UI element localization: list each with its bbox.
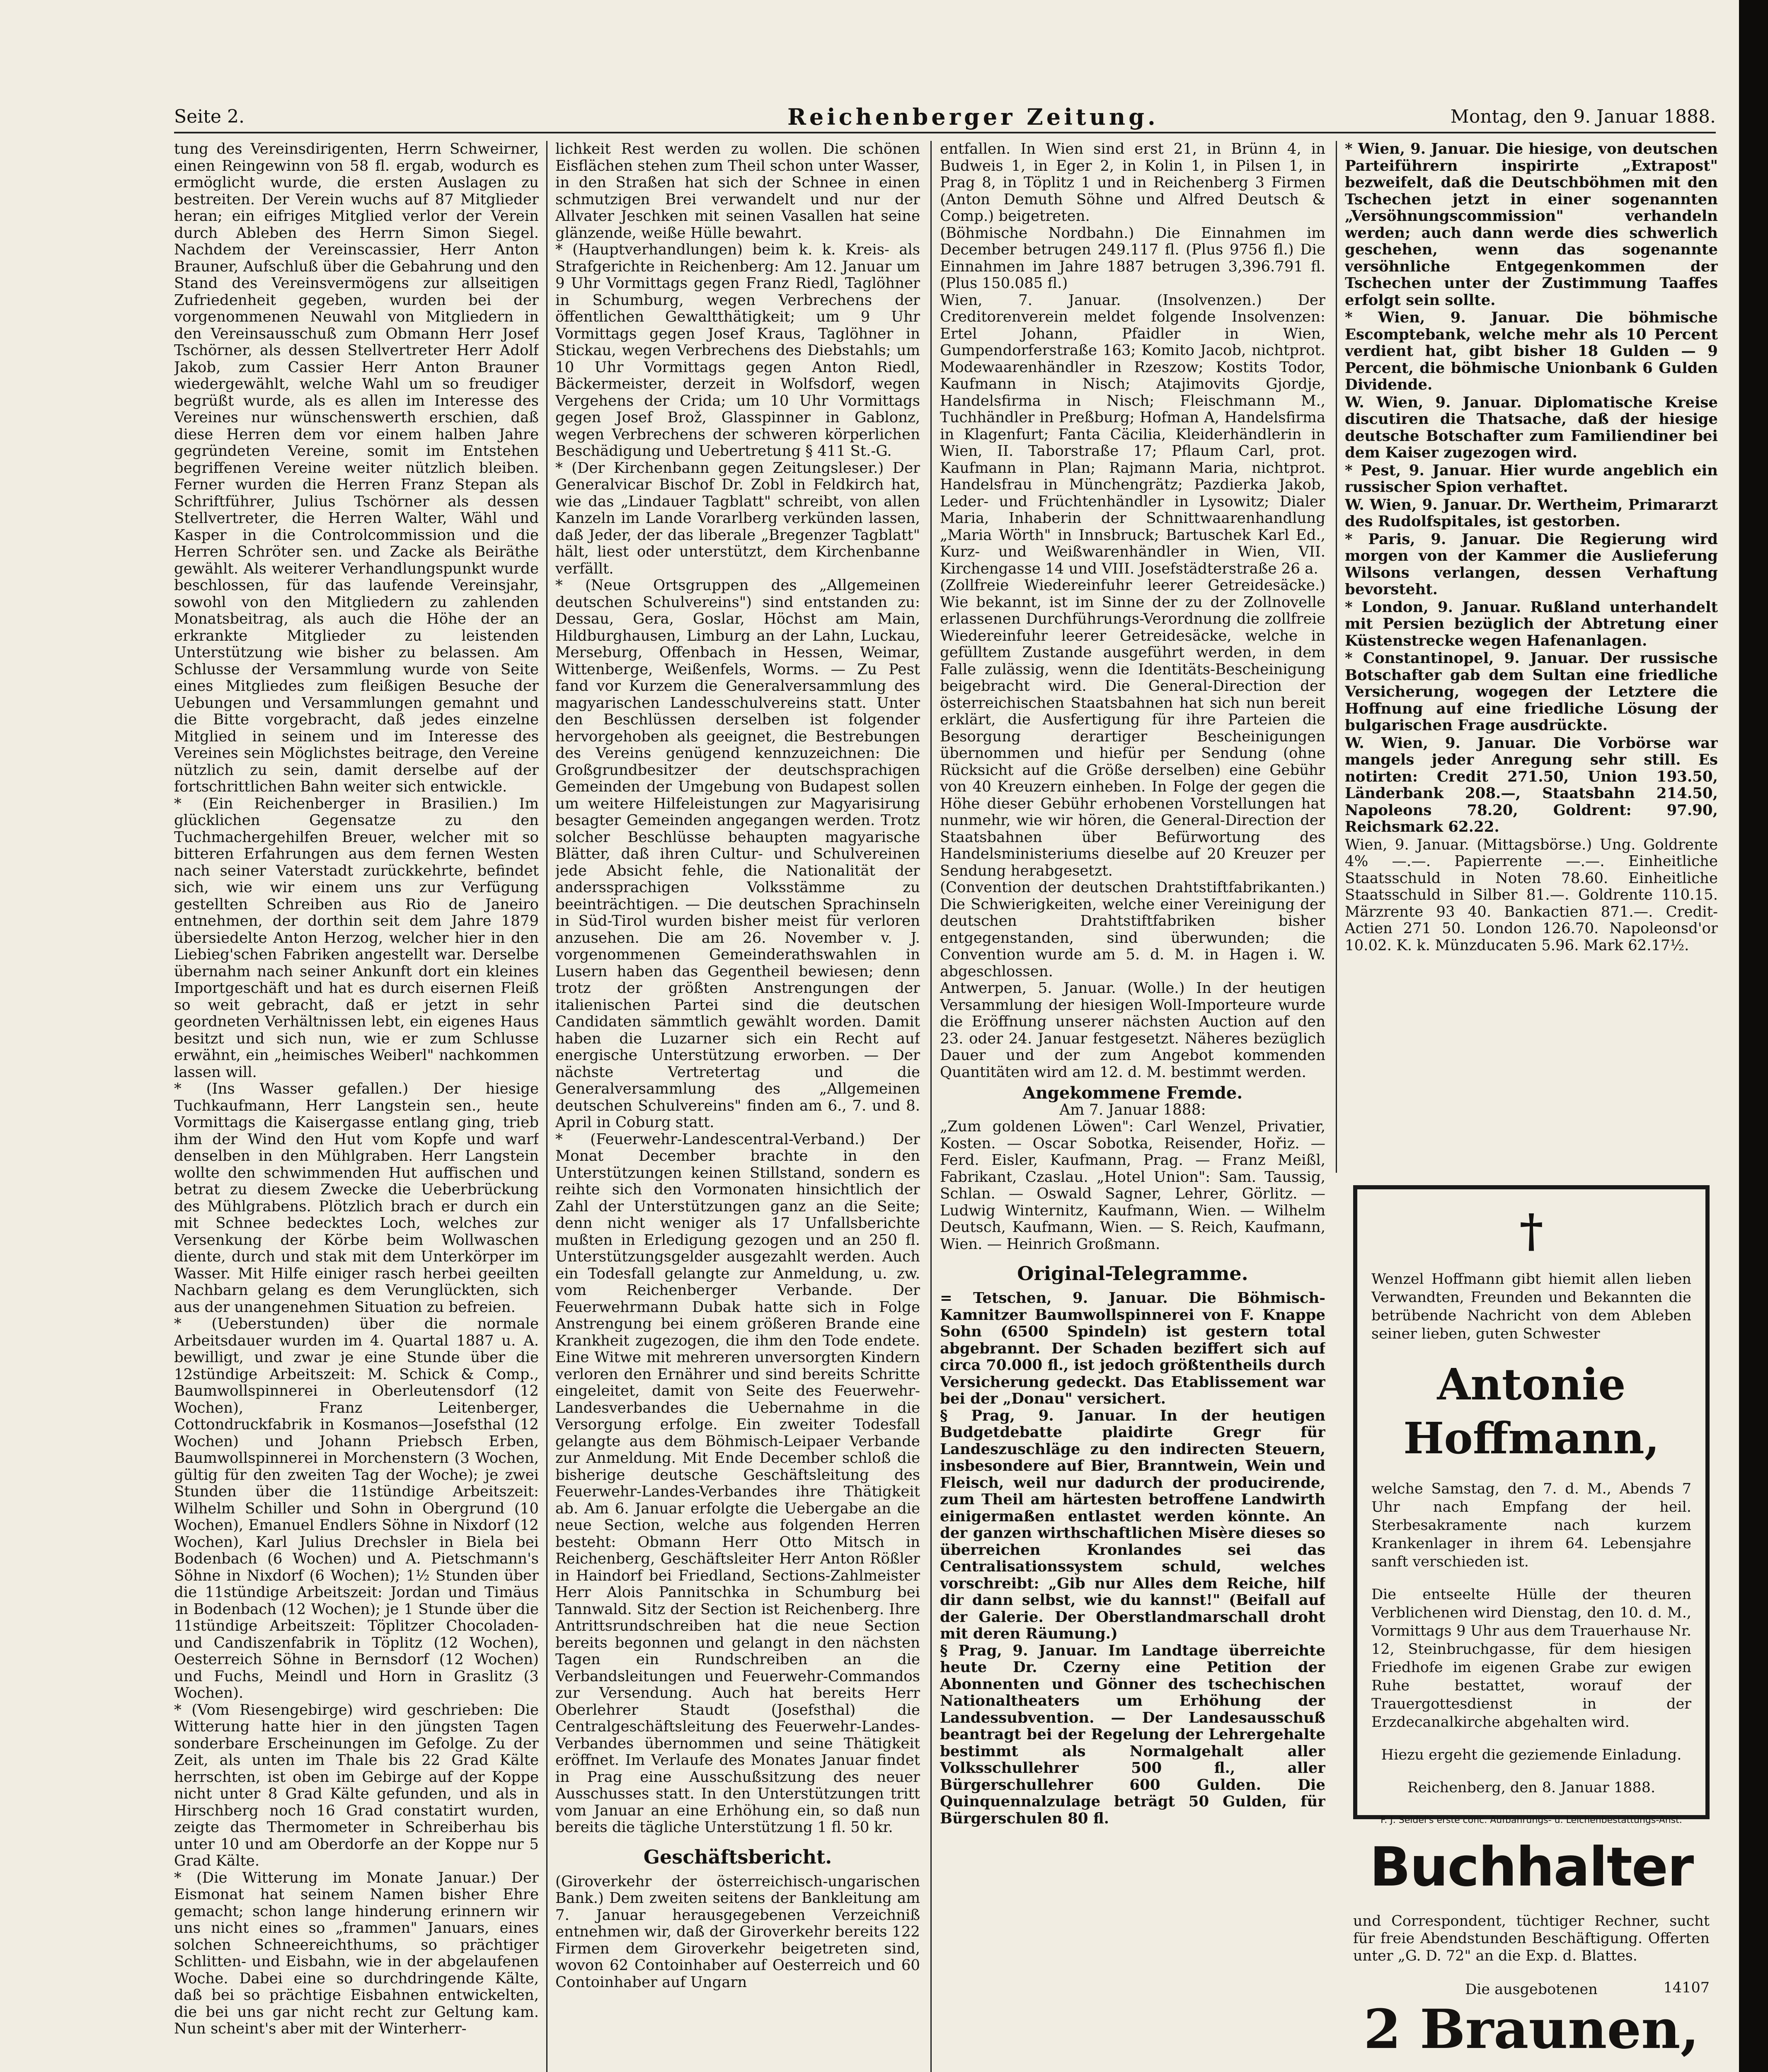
column-1 bbox=[174, 141, 539, 2072]
column-4 bbox=[1345, 141, 1718, 1164]
column-rule bbox=[930, 141, 932, 2072]
telegram-paragraph: = Tetschen, 9. Januar. Die Böhmisch-Kamnitzer Baumwollspinnerei von F. Knappe Sohn (6500 Spindeln) ist gestern total abgebrannt. Der Schaden beziffert sich auf circa 70.000 fl., ist jedoch größtentheils durch Versicherung gedeckt. Das Etablissement war bei der „Donau" versichert. bbox=[940, 1290, 1325, 1407]
ad-number: 14107 bbox=[1663, 1980, 1710, 1996]
cross-icon: † bbox=[1519, 1204, 1543, 1257]
article-paragraph: Antwerpen, 5. Januar. (Wolle.) In der heutigen Versammlung der hiesigen Woll-Importeure wurde die Eröffnung unserer nächsten Auction auf den 23. oder 24. Januar festgesetzt. Näheres bezüglich Dauer und der zum Angebot kommenden Quantitäten wird am 12. d. M. bestimmt werden. bbox=[940, 980, 1325, 1081]
ad-headline: Buchhalter bbox=[1369, 1835, 1693, 1898]
article-paragraph: (Böhmische Nordbahn.) Die Einnahmen im December betrugen 249.117 fl. (Plus 9756 fl.) Die Einnahmen im Jahre 1887 betrugen 3,396.791 fl. (Plus 150.085 fl.) bbox=[940, 224, 1325, 292]
article-paragraph: * (Ueberstunden) über die normale Arbeitsdauer wurden im 4. Quartal 1887 u. A. bewilligt, und zwar je eine Stunde über die 12stündige Arbeitszeit: M. Schick & Comp., Baumwollspinnerei in Oberleutensdorf (12 Wochen), Franz Leitenberger, Cottondruckfabrik in Kosmanos—Josefsthal (12 Wochen) und Johann Priebsch Erben, Baumwollspinnerei in Morchenstern (3 Wochen, gültig für den zweiten Tag der Woche); je zwei Stunden über die 11stündige Arbeitszeit: Wilhelm Schiller und Sohn in Obergrund (10 Wochen), Emanuel Endlers Söhne in Nixdorf (12 Wochen), Karl Julius Drechsler in Biela bei Bodenbach (6 Wochen) und A. Pietschmann's Söhne in Nixdorf (6 Wochen); 1½ Stunden über die 11stündige Arbeitszeit: Jordan und Timäus in Bodenbach (12 Wochen); je 1 Stunde über die 11stündige Arbeitszeit: Töplitzer Chocoladen- und Candiszenfabrik in Töplitz (12 Wochen), Oesterreich Söhne in Bernsdorf (12 Wochen) und Fuchs, Meindl und Horn in Graslitz (3 Wochen). bbox=[174, 1315, 539, 1702]
section-heading-business: Geschäftsbericht. bbox=[643, 1845, 832, 1868]
article-paragraph: * (Ein Reichenberger in Brasilien.) Im glücklichen Gegensatze zu den Tuchmachergehilfen Breuer, welcher mit so bitteren Erfahrungen aus dem fernen Westen nach seiner Vaterstadt zurückkehrte, befindet sich, wie wir einem uns zur Verfügung gestellten Schreiben aus Rio de Janeiro entnehmen, der dorthin seit dem Jahre 1879 übersiedelte Anton Herzog, welcher hier in den Liebieg'schen Fabriken angestellt war. Derselbe übernahm nach seiner Ankunft dort ein kleines Importgeschäft und hat es durch eisernen Fleiß so weit gebracht, daß er jetzt in sehr geordneten Verhältnissen lebt, ein eigenes Haus besitzt und sich nun, wie er zum Schlusse erwähnt, ein „heimisches Weiberl" nachkommen lassen will. bbox=[174, 795, 539, 1081]
issue-date: Montag, den 9. Januar 1888. bbox=[1450, 106, 1716, 127]
arrivals-heading: Angekommene Fremde. bbox=[1022, 1083, 1243, 1103]
notice-text: Wenzel Hoffmann gibt hiemit allen lieben Verwandten, Freunden und Bekannten die betrübende Nachricht von dem Ableben seiner lieben, guten Schwester bbox=[1371, 1271, 1691, 1342]
article-paragraph: * (Feuerwehr-Landescentral-Verband.) Der Monat December brachte in den Unterstützungen keinen Stillstand, sondern es reihte sich den Vormonaten hinsichtlich der Zahl der Unterstützungen ganz an die Seite; denn nicht weniger als 17 Unfallsberichte mußten in Erledigung gezogen und an 250 fl. Unterstützungsgelder ausgezahlt werden. Auch ein Todesfall gelangte zur Anmeldung, u. zw. vom Reichenberger Verbande. Der Feuerwehrmann Dubak hatte sich in Folge Anstrengung bei einem größeren Brande eine Krankheit zugezogen, die ihm den Tode endete. Eine Witwe mit mehreren unversorgten Kindern verloren den Ernährer und sind bereits Schritte eingeleitet, damit von Seite des Feuerwehr-Landesverbandes die Uebernahme in die Versorgung erfolge. Ein zweiter Todesfall gelangte aus dem Böhmisch-Leipaer Verbande zur Anmeldung. Mit Ende December schloß die bisherige deutsche Geschäftsleitung des Feuerwehr-Landes-Verbandes ihre Thätigkeit ab. Am 6. Januar erfolgte die Uebergabe an die neue Section, welche aus folgenden Herren besteht: Obmann Herr Otto Mitsch in Reichenberg, Geschäftsleiter Herr Anton Rößler in Haindorf bei Friedland, Sections-Zahlmeister Herr Alois Pannitschka in Schumburg bei Tannwald. Sitz der Section ist Reichenberg. Ihre Antrittsrundschreiben hat die neue Section bereits begonnen und gelangt in den nächsten Tagen ein Rundschreiben an die Verbandsleitungen und Feuerwehr-Commandos zur Versendung. Auch hat bereits Herr Oberlehrer Staudt (Josefsthal) die Centralgeschäftsleitung des Feuerwehr-Landes-Verbandes übernommen und seine Thätigkeit eröffnet. Im Verlaufe des Monates Januar findet in Prag eine Ausschußsitzung des neuer Ausschusses statt. In den Unterstützungen tritt vom Januar an eine Erhöhung ein, so daß nun bereits die tägliche Unterstützung 1 fl. 50 kr. bbox=[555, 1130, 920, 1836]
undertaker-credit: F. J. Seidel's erste conc. Aufbahrungs- u. Leichenbestattungs-Anst. bbox=[1380, 1815, 1682, 1825]
article-paragraph: * (Vom Riesengebirge) wird geschrieben: Die Witterung hatte hier in den jüngsten Tagen sonderbare Erscheinungen im Gefolge. Zu der Zeit, als unten im Thale bis 22 Grad Kälte herrschten, ist oben im Gebirge auf der Koppe nicht unter 8 Grad Kälte gefunden, und als in Hirschberg noch 16 Grad constatirt wurden, zeigte das Thermometer in Schreiberhau bis unter 10 und am Oberdorfe an der Koppe nur 5 Grad Kälte. bbox=[174, 1701, 539, 1869]
article-paragraph: (Convention der deutschen Drahtstiftfabrikanten.) Die Schwierigkeiten, welche einer Vereinigung der deutschen Drahtstiftfabriken bisher entgegenstanden, sind überwunden; die Convention wurde am 5. d. M. in Hagen i. W. abgeschlossen. bbox=[940, 879, 1325, 980]
death-notice bbox=[1353, 1185, 1710, 1825]
article-paragraph: * (Ins Wasser gefallen.) Der hiesige Tuchkaufmann, Herr Langstein sen., heute Vormittags die Kaisergasse entlang ging, trieb ihm der Wind den Hut vom Kopfe und warf denselben in den Mühlgraben. Herr Langstein wollte den schwimmenden Hut auffischen und betrat zu diesem Zwecke die Ueberbrückung des Mühlgrabens. Plötzlich brach er durch ein mit Schnee bedecktes Loch, welches zur Versenkung der Körbe beim Wollwaschen diente, durch und stak mit dem Unterkörper im Wasser. Mit Hilfe einiger rasch herbei geeilten Nachbarn gelang es dem Verunglückten, sich aus der unangenehmen Situation zu befreien. bbox=[174, 1080, 539, 1316]
article-paragraph: tung des Vereinsdirigenten, Herrn Schweirner, einen Reingewinn von 58 fl. ergab, wodurch es ermöglicht wurde, die ersten Auslagen zu bestreiten. Der Verein wuchs auf 87 Mitglieder heran; ein eifriges Mitglied verlor der Verein durch Ableben des Herrn Simon Siegel. Nachdem der Vereinscassier, Herr Anton Brauner, Aufschluß über die Gebahrung und den Stand des Vereinsvermögens zur allseitigen Zufriedenheit gegeben, wurden bei der vorgenommenen Neuwahl von Mitgliedern in den Vereinsausschuß zum Obmann Herr Josef Tschörner, als dessen Stellvertreter Herr Adolf Jakob, zum Cassier Herr Anton Brauner wiedergewählt, welche Wahl um so freudiger begrüßt wurde, als es allen im Interesse des Vereines nur wünschenswerth erschien, daß diese Herren dem vor einem halben Jahre gegründeten Vereine, somit im Entstehen begriffenen Vereine weiter nützlich bleiben. Ferner wurden die Herren Franz Stepan als Schriftführer, Julius Tschörner als dessen Stellvertreter, die Herren Walter, Wähl und Kasper in die Controlcommission und die Herren Schröter sen. und Zacke als Beiräthe gewählt. Als weiterer Verhandlungspunkt wurde beschlossen, für das laufende Vereinsjahr, sowohl von den Mitgliedern zu zahlenden Monatsbeitrag, als auch die Höhe der an erkrankte Mitglieder zu leistenden Unterstützung wie bisher zu belassen. Am Schlusse der Versammlung wurde von Seite eines Mitgliedes zum fleißigen Besuche der Uebungen und Versammlungen gemahnt und die Bitte vorgebracht, daß jedes einzelne Mitglied in seinem und im Interesse des Vereines sein Möglichstes beitrage, den Vereine nützlich zu sein, damit derselbe auf der fortschrittlichen Bahn weiter sich entwickle. bbox=[174, 141, 539, 795]
notice-invitation: Hiezu ergeht die geziemende Einladung. bbox=[1381, 1747, 1682, 1763]
telegram-paragraph: * Paris, 9. Januar. Die Regierung wird morgen von der Kammer die Auslieferung Wilsons verlangen, dessen Verhaftung bevorsteht. bbox=[1345, 530, 1718, 598]
telegram-paragraph: § Prag, 9. Januar. In der heutigen Budgetdebatte plaidirte Gregr für Landeszuschläge zu den indirecten Steuern, insbesondere auf Bier, Branntwein, Wein und Fleisch, weil nur dadurch der producirende, zum Theil am härtesten betroffene Landwirth einigermaßen entlastet werden könnte. An der ganzen wirthschaftlichen Misère dieses so überreichen Kronlandes sei das Centralisationssystem schuld, welches vorschreibt: „Gib nur Alles dem Reiche, hilf dir dann selbst, wie du kannst!" (Beifall auf der Galerie. Der Oberstlandmarschall droht mit deren Räumung.) bbox=[940, 1407, 1325, 1642]
classified-ad-horses bbox=[1353, 1981, 1710, 2072]
notice-text: Die entseelte Hülle der theuren Verblichenen wird Dienstag, den 10. d. M., Vormittags 9 Uhr aus dem Trauerhause Nr. 12, Steinbruchgasse, für dem hiesigen Friedhofe im eigenen Grabe zur ewigen Ruhe bestattet, worauf der Trauergottesdienst in der Erzdecanalkirche abgehalten wird. bbox=[1371, 1586, 1691, 1731]
scan-border bbox=[1739, 0, 1768, 2072]
notice-place-date: Reichenberg, den 8. Januar 1888. bbox=[1407, 1779, 1656, 1796]
article-paragraph: (Giroverkehr der österreichisch-ungarischen Bank.) Dem zweiten seitens der Bankleitung am 7. Januar herausgegebenen Verzeichniß entnehmen wir, daß der Giroverkehr bereits 122 Firmen dem Giroverkehr beigetreten sind, wovon 62 Contoinhaber auf Oesterreich und 60 Contoinhaber auf Ungarn bbox=[555, 1873, 920, 1991]
column-3 bbox=[940, 141, 1325, 2072]
arrivals-list: „Zum goldenen Löwen": Carl Wenzel, Privatier, Kosten. — Oscar Sobotka, Reisender, Hořiz. — Ferd. Eisler, Kaufmann, Prag. — Franz Meißl, Fabrikant, Czaslau. „Hotel Union": Sam. Taussig, Schlan. — Oswald Sagner, Lehrer, Görlitz. — Ludwig Winternitz, Kaufmann, Wien. — Wilhelm Deutsch, Kaufmann, Wien. — S. Reich, Kaufmann, Wien. — Heinrich Großmann. bbox=[940, 1118, 1325, 1253]
stock-report: W. Wien, 9. Januar. Die Vorbörse war mangels jeder Anregung sehr still. Es notirten: Credit 271.50, Union 193.50, Länderbank 208.—, Staatsbahn 214.50, Napoleons 78.20, Goldrent: 97.90, Reichsmark 62.22. bbox=[1345, 734, 1718, 835]
ad-lead: Die ausgebotenen bbox=[1465, 1981, 1598, 1998]
article-paragraph: * (Neue Ortsgruppen des „Allgemeinen deutschen Schulvereins") sind entstanden zu: Dessau, Gera, Goslar, Höchst am Main, Hildburghausen, Limburg an der Lahn, Luckau, Merseburg, Offenbach in Hessen, Weimar, Wittenberge, Weißenfels, Worms. — Zu Pest fand vor Kurzem die Generalversammlung des magyarischen Landesschulvereins statt. Unter den Beschlüssen derselben ist folgender hervorgehoben als geeignet, die Bestrebungen des Vereins genügend kennzuzeichnen: Die Großgrundbesitzer der deutschsprachigen Gemeinden der Umgebung von Budapest sollen um weitere Hilfeleistungen zur Magyarisirung besagter Gemeinden angegangen werden. Trotz solcher Beschlüsse behaupten magyarische Blätter, daß ihren Cultur- und Schulvereinen jede Absicht fehle, die Nationalität der anderssprachigen Volksstämme zu beeinträchtigen. — Die deutschen Sprachinseln in Süd-Tirol wurden bisher meist für verloren anzusehen. Die am 26. November v. J. vorgenommenen Gemeinderathswahlen in Lusern haben das Gegentheil bewiesen; denn trotz der größten Anstrengungen der italienischen Partei sind die deutschen Candidaten sämmtlich gewählt worden. Damit haben die Luzarner sich ein Recht auf energische Unterstützung erworben. — Der nächste Vertretertag und die Generalversammlung des „Allgemeinen deutschen Schulvereins" finden am 6., 7. und 8. April in Coburg statt. bbox=[555, 577, 920, 1131]
article-paragraph: Wien, 7. Januar. (Insolvenzen.) Der Creditorenverein meldet folgende Insolvenzen: Ertel Johann, Pfaidler in Wien, Gumpendorferstraße 163; Komito Jacob, nichtprot. Modewaarenhändler in Rzeszow; Kostits Todor, Kaufmann in Nisch; Atajimovits Gjordje, Handelsfirma in Nisch; Fleischmann M., Tuchhändler in Preßburg; Hofman A, Handelsfirma in Klagenfurt; Fanta Cäcilia, Kleiderhändlerin in Wien, II. Taborstraße 17; Pflaum Carl, prot. Kaufmann in Plan; Rajmann Maria, nichtprot. Handelsfrau in Münchengrätz; Pazdierka Jakob, Leder- und Früchtenhändler in Lysowitz; Dialer Maria, Inhaberin der Schnittwaarenhandlung „Maria Wörth" in Innsbruck; Bartuschek Karl Ed., Kurz- und Weißwarenhändler in Wien, VII. Kirchengasse 14 und VIII. Josefstädterstraße 26 a. bbox=[940, 291, 1325, 577]
article-paragraph: * (Hauptverhandlungen) beim k. k. Kreis- als Strafgerichte in Reichenberg: Am 12. Januar um 9 Uhr Vormittags gegen Franz Riedl, Taglöhner in Schumburg, wegen Verbrechens der öffentlichen Gewaltthätigkeit; um 9 Uhr Vormittags gegen Josef Kraus, Taglöhner in Stickau, wegen Verbrechens des Diebstahls; um 10 Uhr Vormittags gegen Anton Riedl, Bäckermeister, derzeit in Wolfsdorf, wegen Vergehens der Crida; um 10 Uhr Vormittags gegen Josef Brož, Glasspinner in Gablonz, wegen Verbrechens der schweren körperlichen Beschädigung und Uebertretung § 411 St.-G. bbox=[555, 241, 920, 460]
article-paragraph: * (Die Witterung im Monate Januar.) Der Eismonat hat seinem Namen bisher Ehre gemacht; schon lange hinderung erinnern wir uns nicht eines so „frammen" Januars, eines solchen Schneereichthums, so prächtiger Schlitten- und Eisbahn, wie in der abgelaufenen Woche. Dabei eine so durchdringende Kälte, daß bei so prächtige Eisbahnen entwickelten, die bei uns gar nicht recht zur Geltung kam. Nun scheint's aber mit der Winterherr- bbox=[174, 1869, 539, 2037]
telegram-paragraph: W. Wien, 9. Januar. Diplomatische Kreise discutiren die Thatsache, daß der hiesige deutsche Botschafter zum Familiendiner bei dem Kaiser zugezogen wird. bbox=[1345, 394, 1718, 461]
ad-text: und Correspondent, tüchtiger Rechner, sucht für freie Abendstunden Beschäftigung. Offerten unter „G. D. 72" an die Exp. d. Blattes. bbox=[1353, 1913, 1710, 1964]
telegram-paragraph: W. Wien, 9. Januar. Dr. Wertheim, Primararzt des Rudolfspitales, ist gestorben. bbox=[1345, 496, 1718, 530]
telegram-paragraph: * London, 9. Januar. Rußland unterhandelt mit Persien bezüglich der Abtretung einer Küstenstrecke wegen Hafenanlagen. bbox=[1345, 598, 1718, 649]
telegram-paragraph: * Pest, 9. Januar. Hier wurde angeblich ein russischer Spion verhaftet. bbox=[1345, 462, 1718, 496]
page-number: Seite 2. bbox=[174, 106, 245, 127]
ad-headline: 2 Braunen, bbox=[1364, 1997, 1699, 2061]
notice-text: welche Samstag, den 7. d. M., Abends 7 Uhr nach Empfang der heil. Sterbesakramente nach kurzem Krankenlager in ihrem 64. Lebensjahre sanft verschieden ist. bbox=[1371, 1481, 1691, 1570]
article-paragraph: (Zollfreie Wiedereinfuhr leerer Getreidesäcke.) Wie bekannt, ist im Sinne der zu der Zollnovelle erlassenen Durchführungs-Verordnung die zollfreie Wiedereinfuhr leerer Getreidesäcke, welche in gefülltem Zustande ausgeführt werden, in dem Falle zulässig, wenn die Identitäts-Bescheinigung beigebracht wird. Die General-Direction der österreichischen Staatsbahnen hat sich nun bereit erklärt, die Ausfertigung für ihre Parteien die Besorgung derartiger Bescheinigungen übernommen und hiefür per Sendung (ohne Rücksicht auf die Größe derselben) eine Gebühr von 40 Kreuzern einheben. In Folge der gegen die Höhe dieser Gebühr erhobenen Vorstellungen hat nunmehr, wie wir hören, die General-Direction der Staatsbahnen über Befürwortung des Handelsministeriums dieselbe auf 20 Kreuzer per Sendung herabgesetzt. bbox=[940, 577, 1325, 879]
telegram-paragraph: * Wien, 9. Januar. Die hiesige, von deutschen Parteiführern inspirirte „Extrapost" bezweifelt, daß die Deutschböhmen mit den Tschechen jetzt in einer sogenannten „Versöhnungscommission" verhandeln werden; auch dann werde dies schwerlich geschehen, wenn das sogenannte versöhnliche Entgegenkommen der Tschechen unter der Zustimmung Taaffes erfolgt sein sollte. bbox=[1345, 141, 1718, 309]
column-rule bbox=[1336, 141, 1337, 1173]
masthead-title: Reichenberger Zeitung. bbox=[787, 104, 1159, 130]
telegram-paragraph: * Constantinopel, 9. Januar. Der russische Botschafter gab dem Sultan eine friedliche Versicherung, wogegen der Letztere die Hoffnung auf eine friedliche Lösung der bulgarischen Frage ausdrückte. bbox=[1345, 650, 1718, 734]
section-heading-telegrams: Original-Telegramme. bbox=[1017, 1262, 1248, 1285]
classified-ad-bookkeeper bbox=[1353, 1836, 1710, 1997]
telegram-paragraph: * Wien, 9. Januar. Die böhmische Escomptebank, welche mehr als 10 Percent verdient hat, gibt bisher 18 Gulden — 9 Percent, die böhmische Unionbank 6 Gulden Dividende. bbox=[1345, 309, 1718, 393]
stock-report: Wien, 9. Januar. (Mittagsbörse.) Ung. Goldrente 4% —.—. Papierrente —.—. Einheitliche Staatsschuld in Noten 78.60. Einheitliche Staatsschuld in Silber 81.—. Goldrente 110.15. Märzrente 93 40. Bankactien 871.—. Credit-Actien 271 50. London 126.70. Napoleonsd'or 10.02. K. k. Münzducaten 5.96. Mark 62.17½. bbox=[1345, 836, 1718, 954]
deceased-name: Antonie Hoffmann, bbox=[1403, 1359, 1659, 1464]
telegram-paragraph: § Prag, 9. Januar. Im Landtage überreichte heute Dr. Czerny eine Petition der Abonnenten und Gönner des tschechischen Nationaltheaters um Erhöhung der Landessubvention. — Der Landesausschuß beantragt bei der Regelung der Lehrergehalte bestimmt als Normalgehalt aller Volksschullehrer 500 fl., aller Bürgerschullehrer 600 Gulden. Die Quinquennalzulage beträgt 50 Gulden, für Bürgerschulen 80 fl. bbox=[940, 1642, 1325, 1827]
arrivals-date: Am 7. Januar 1888: bbox=[1059, 1101, 1206, 1118]
article-paragraph: entfallen. In Wien sind erst 21, in Brünn 4, in Budweis 1, in Eger 2, in Kolin 1, in Pilsen 1, in Prag 8, in Töplitz 1 und in Reichenberg 3 Firmen (Anton Demuth Söhne und Alfred Deutsch & Comp.) beigetreten. bbox=[940, 141, 1325, 225]
page-header bbox=[174, 103, 1716, 133]
article-paragraph: lichkeit Rest werden zu wollen. Die schönen Eisflächen stehen zum Theil schon unter Wasser, in den Straßen hat sich der Schnee in einen schmutzigen Brei verwandelt und nur der Allvater Jeschken mit seinen Vasallen hat seine glänzende, weiße Hülle bewahrt. bbox=[555, 141, 920, 242]
article-paragraph: * (Der Kirchenbann gegen Zeitungsleser.) Der Generalvicar Bischof Dr. Zobl in Feldkirch hat, wie das „Lindauer Tagblatt" schreibt, von allen Kanzeln im Lande Vorarlberg verkünden lassen, daß Jeder, der das liberale „Bregenzer Tagblatt" hält, liest oder unterstützt, dem Kirchenbanne verfällt. bbox=[555, 459, 920, 577]
column-2 bbox=[555, 141, 920, 2072]
column-rule bbox=[546, 141, 547, 2072]
